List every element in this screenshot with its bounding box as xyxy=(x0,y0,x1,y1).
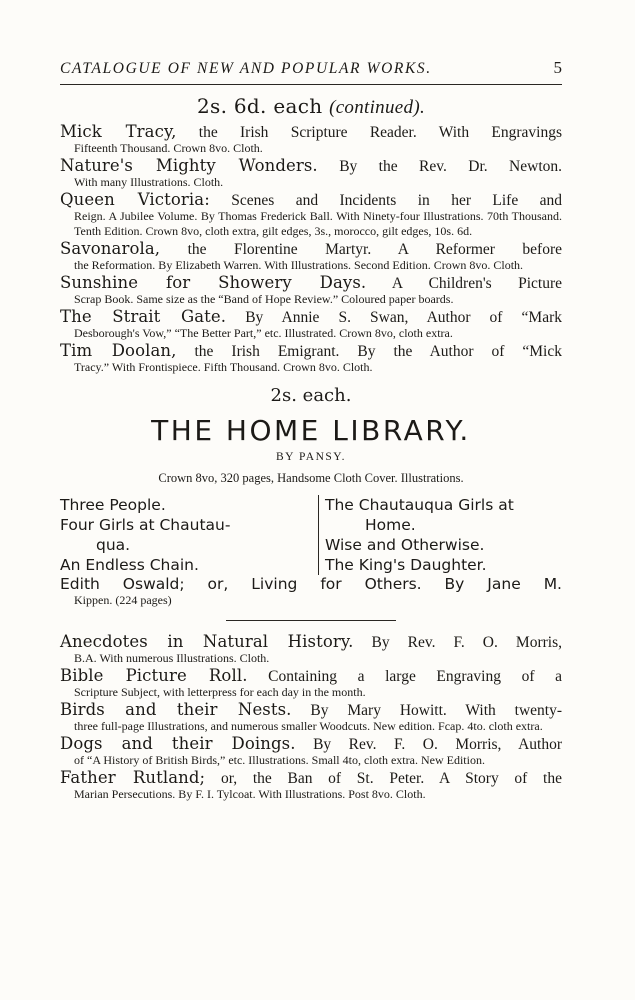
entry-details: Marian Persecutions. By F. I. Tylcoat. With Illustrations. Post 8vo. Cloth. xyxy=(74,787,426,801)
series-book-title: The King's Daughter. xyxy=(325,556,487,574)
running-head xyxy=(60,58,562,85)
page-number: 5 xyxy=(553,58,562,77)
series-book-title: Wise and Otherwise. xyxy=(325,536,485,554)
entry-title: Tim Doolan, xyxy=(60,341,177,360)
entry-heading xyxy=(60,702,562,719)
entry-details: Kippen. (224 pages) xyxy=(74,593,172,607)
entry-description: By Rev. F. O. Morris, xyxy=(353,634,562,651)
catalogue-entry xyxy=(60,702,562,734)
entry-details: Desborough's Vow,” “The Better Part,” etc. Illustrated. Crown 8vo, cloth extra. xyxy=(74,326,453,340)
entry-details: With many Illustrations. Cloth. xyxy=(74,175,224,189)
entry-details: Reign. A Jubilee Volume. By Thomas Frederick Ball. With Ninety-four Illustrations. 70th Thousand. Tenth Edition. Crown 8vo, cloth extra, gilt edges, 3s., morocco, gilt edges, 10s. 6d. xyxy=(74,209,562,238)
series-book-title: The Chautauqua Girls at xyxy=(325,496,514,514)
entry-title: Dogs and their Doings. xyxy=(60,734,296,753)
series-extra-entry xyxy=(60,575,562,608)
price-heading xyxy=(60,94,562,119)
section-price-heading: 2s. each. xyxy=(270,385,352,406)
entry-heading: Edith Oswald; or, Living for Others. By Jane M. xyxy=(60,575,562,593)
entry-heading xyxy=(60,275,562,292)
entry-title: Bible Picture Roll. xyxy=(60,666,248,685)
entry-title: Anecdotes in Natural History. xyxy=(60,632,354,651)
catalogue-entry xyxy=(60,124,562,156)
price-note: (continued). xyxy=(329,97,425,118)
entry-details: Tracy.” With Frontispiece. Fifth Thousand. Crown 8vo. Cloth. xyxy=(74,360,373,374)
series-column-right xyxy=(318,495,562,575)
entry-title: Queen Victoria: xyxy=(60,190,210,209)
entry-heading xyxy=(60,309,562,326)
catalogue-entry xyxy=(60,275,562,307)
entry-description: or, the Ban of St. Peter. A Story of the xyxy=(205,770,562,787)
section-divider xyxy=(226,620,396,621)
series-book-title-continued: Home. xyxy=(365,516,416,534)
entry-heading xyxy=(60,192,562,209)
entry-description: A Children's Picture xyxy=(366,275,562,292)
catalogue-entry xyxy=(60,158,562,190)
catalogue-entry xyxy=(60,770,562,802)
entry-list-bottom xyxy=(60,634,562,802)
catalogue-entry xyxy=(60,241,562,273)
entry-title: Savonarola, xyxy=(60,239,161,258)
entry-details: Scrap Book. Same size as the “Band of Hope Review.” Coloured paper boards. xyxy=(74,292,454,306)
entry-list-top xyxy=(60,124,562,375)
catalogue-entry xyxy=(60,634,562,666)
catalogue-entry xyxy=(60,668,562,700)
entry-heading xyxy=(60,668,562,685)
entry-heading xyxy=(60,634,562,651)
entry-description: By Mary Howitt. With twenty- xyxy=(291,702,562,719)
catalogue-entry xyxy=(60,192,562,239)
series-description: Crown 8vo, 320 pages, Handsome Cloth Cover. Illustrations. xyxy=(158,471,464,485)
entry-title: Sunshine for Showery Days. xyxy=(60,273,367,292)
series-column-left xyxy=(60,495,318,575)
price-label: 2s. 6d. each xyxy=(197,94,323,118)
series-book-title: Four Girls at Chautau- xyxy=(60,516,231,534)
series-title: THE HOME LIBRARY. xyxy=(151,414,471,447)
entry-description: the Irish Emigrant. By the Author of “Mick xyxy=(176,343,562,360)
series-book-title-continued: qua. xyxy=(96,536,131,554)
entry-title: The Strait Gate. xyxy=(60,307,227,326)
entry-details: of “A History of British Birds,” etc. Illustrations. Small 4to, cloth extra. New Edition. xyxy=(74,753,485,767)
catalogue-page xyxy=(60,58,562,804)
entry-description: By the Rev. Dr. Newton. xyxy=(317,158,562,175)
entry-title: Birds and their Nests. xyxy=(60,700,292,719)
entry-heading xyxy=(60,343,562,360)
entry-details: B.A. With numerous Illustrations. Cloth. xyxy=(74,651,270,665)
entry-description: Scenes and Incidents in her Life and xyxy=(209,192,562,209)
series-author: BY PANSY. xyxy=(276,451,346,463)
series-book-title: Three People. xyxy=(60,496,166,514)
entry-title: Nature's Mighty Wonders. xyxy=(60,156,318,175)
entry-details: three full-page Illustrations, and numerous smaller Woodcuts. New edition. Fcap. 4to. cloth extra. xyxy=(74,719,543,733)
entry-description: By Rev. F. O. Morris, Author xyxy=(295,736,562,753)
entry-heading xyxy=(60,770,562,787)
entry-heading xyxy=(60,124,562,141)
entry-title: Father Rutland; xyxy=(60,768,206,787)
entry-description: Containing a large Engraving of a xyxy=(247,668,562,685)
series-book-title: An Endless Chain. xyxy=(60,556,199,574)
entry-description: the Irish Scripture Reader. With Engravings xyxy=(176,124,562,141)
entry-details: Fifteenth Thousand. Crown 8vo. Cloth. xyxy=(74,141,263,155)
running-head-title: CATALOGUE OF NEW AND POPULAR WORKS. xyxy=(60,60,432,77)
catalogue-entry xyxy=(60,309,562,341)
entry-description: the Florentine Martyr. A Reformer before xyxy=(160,241,562,258)
entry-title: Mick Tracy, xyxy=(60,122,177,141)
entry-details: the Reformation. By Elizabeth Warren. With Illustrations. Second Edition. Crown 8vo. Cloth. xyxy=(74,258,524,272)
entry-description: By Annie S. Swan, Author of “Mark xyxy=(226,309,562,326)
entry-heading xyxy=(60,158,562,175)
catalogue-entry xyxy=(60,736,562,768)
catalogue-entry xyxy=(60,343,562,375)
series-book-list xyxy=(60,495,562,575)
entry-details: Scripture Subject, with letterpress for each day in the month. xyxy=(74,685,366,699)
entry-heading xyxy=(60,241,562,258)
entry-heading xyxy=(60,736,562,753)
